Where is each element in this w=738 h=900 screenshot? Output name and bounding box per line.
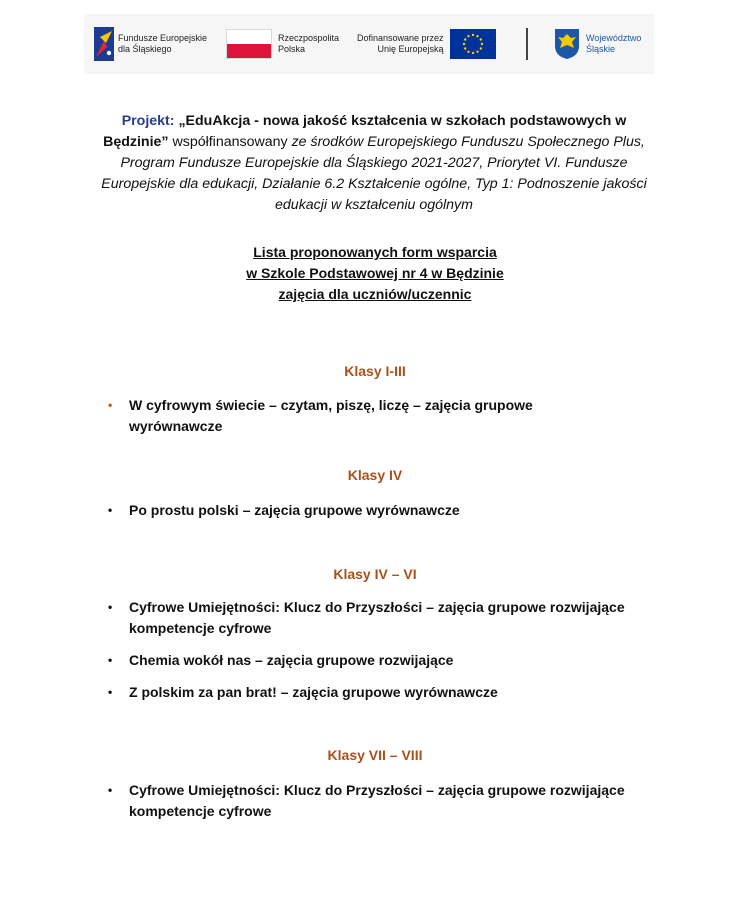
- eu-flag-icon: [450, 29, 496, 59]
- list-item: [108, 780, 628, 822]
- title-line-2: w Szkole Podstawowej nr 4 w Będzinie: [246, 265, 504, 281]
- list-item: [108, 597, 628, 639]
- eu-star: [476, 51, 478, 53]
- section-heading-klasy-4: Klasy IV: [347, 467, 403, 483]
- eu-star: [464, 38, 466, 40]
- project-label: Projekt:: [121, 113, 175, 129]
- eagle-shield-icon: [554, 28, 580, 60]
- logo-strip: [84, 14, 654, 74]
- document-title: [120, 242, 630, 305]
- slaskie-logo-text: Województwo Śląskie: [586, 33, 642, 54]
- bullet-icon: •: [108, 503, 113, 517]
- eu-star: [467, 35, 469, 37]
- fundusze-europejskie-icon: [94, 27, 114, 61]
- eu-star: [467, 51, 469, 53]
- list-item-text: Cyfrowe Umiejętności: Klucz do Przyszłości – zajęcia grupowe rozwijające kompetencje cyfrowe: [129, 599, 625, 636]
- list-item-text: Po prostu polski – zajęcia grupowe wyrównawcze: [129, 502, 460, 518]
- eu-star: [471, 34, 473, 36]
- eu-star: [480, 43, 482, 45]
- bullet-icon: •: [108, 653, 113, 667]
- bullet-icon: •: [108, 783, 113, 797]
- rzeczpospolita-logo: [226, 14, 339, 74]
- bullet-icon: •: [108, 398, 113, 412]
- eu-star: [479, 47, 481, 49]
- list-item-text: W cyfrowym świecie – czytam, piszę, liczę – zajęcia grupowe wyrównawcze: [129, 397, 533, 434]
- poland-flag-icon: [226, 29, 272, 59]
- list-item: [108, 500, 628, 521]
- project-name: „EduAkcja - nowa jakość kształcenia w szkołach podstawowych w Będzinie”: [103, 113, 627, 150]
- eu-logo-text: Dofinansowane przez Unię Europejską: [357, 33, 444, 54]
- bullet-icon: •: [108, 685, 113, 699]
- funding-source-text: ze środków Europejskiego Funduszu Społecznego Plus, Program Fundusze Europejskie dla Śląskiego 2021-2027, Priorytet VI. Fundusze Europejskie dla edukacji, Działanie 6.2 Kształcenie ogólne, Typ 1: Podnoszenie jakości edukacji w kształceniu ogólnym: [101, 134, 647, 213]
- eu-logo: [357, 14, 496, 74]
- list-item: [108, 682, 628, 703]
- project-description: [92, 111, 656, 216]
- list-item: [108, 650, 628, 671]
- list-item-text: Z polskim za pan brat! – zajęcia grupowe wyrównawcze: [129, 684, 498, 700]
- list-item-text: Chemia wokół nas – zajęcia grupowe rozwijające: [129, 652, 454, 668]
- wojewodztwo-slaskie-logo: [554, 14, 641, 74]
- fe-logo-text: Fundusze Europejskie dla Śląskiego: [118, 33, 208, 54]
- fundusze-europejskie-logo: [94, 14, 207, 74]
- list-item: [108, 395, 628, 437]
- cofinancing-text: współfinansowany: [168, 134, 292, 150]
- logo-divider: [526, 28, 528, 60]
- eu-star: [464, 47, 466, 49]
- section-heading-klasy-7-8: Klasy VII – VIII: [327, 747, 423, 763]
- eu-star: [479, 38, 481, 40]
- list-item-text: Cyfrowe Umiejętności: Klucz do Przyszłości – zajęcia grupowe rozwijające kompetencje cyfrowe: [129, 782, 625, 819]
- section-heading-klasy-4-6: Klasy IV – VI: [333, 566, 417, 582]
- section-heading-klasy-1-3: Klasy I-III: [344, 363, 406, 379]
- eu-star: [471, 52, 473, 54]
- title-line-3: zajęcia dla uczniów/uczennic: [278, 286, 472, 302]
- pl-logo-text: Rzeczpospolita Polska: [278, 33, 340, 54]
- bullet-icon: •: [108, 600, 113, 614]
- title-line-1: Lista proponowanych form wsparcia: [253, 244, 497, 260]
- eu-star: [476, 35, 478, 37]
- eu-star: [462, 43, 464, 45]
